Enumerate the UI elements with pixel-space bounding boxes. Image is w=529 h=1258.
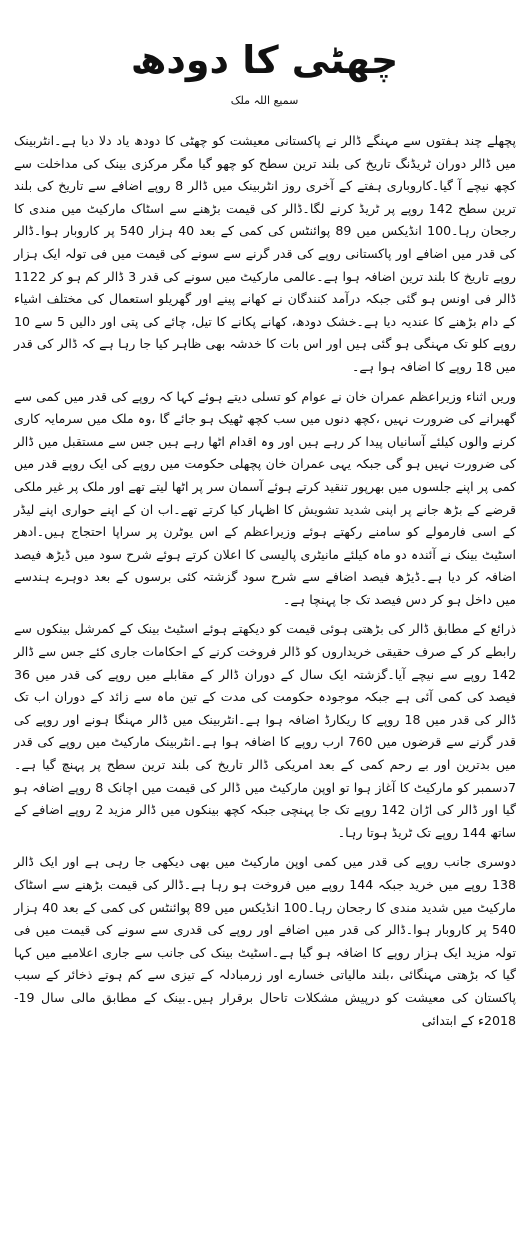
paragraph: ذرائع کے مطابق ڈالر کی بڑھتی ہوئی قیمت کو دیکھتے ہوئے اسٹیٹ بینک کے کمرشل بینکوں سے رابطے کر کے صرف حقیقی خریداروں کو ڈالر فروخت کرنے کے احکامات جاری کئے جس سے ڈالر 142 روپے سے نیچے آیا۔گزشتہ ایک سال کے دوران ڈالر کے مقابلے میں روپے کی قدر میں 36 فیصد کی کمی آئی ہے جبکہ موجودہ حکومت کی مدت کے تین ماہ سے زائد کے دوران اب تک ڈالر کی قدر میں 18 روپے کا ریکارڈ اضافہ ہوا ہے۔انٹربینک میں ڈالر مہنگا ہونے اور روپے کی قدر گرنے سے قرضوں میں 760 ارب روپے کا اضافہ ہوا ہے۔انٹربینک مارکیٹ میں روپے کی قدر میں بدترین اور بے رحم کمی کے بعد امریکی ڈالر تاریخ کی بلند ترین سطح پر پہنچ گیا ہے۔7دسمبر کو مارکیٹ کا آغاز ہوا تو اوپن مارکیٹ میں ڈالر کی قیمت میں اچانک 8 روپے اضافہ ہو گیا اور ڈالر کی اڑان 142 روپے تک جا پہنچی جبکہ کچھ بینکوں میں ڈالر مزید 2 روپے اضافے کے ساتھ 144 روپے تک ٹریڈ ہوتا رہا۔ (14, 621, 516, 840)
article-title: چھٹی کا دودھ (130, 38, 399, 82)
paragraph: دوسری جانب روپے کی قدر میں کمی اوپن مارکیٹ میں بھی دیکھی جا رہی ہے اور ایک ڈالر 138 روپے میں خرید جبکہ 144 روپے میں فروخت ہو رہا ہے۔ڈالر کی قیمت بڑھنے سے اسٹاک مارکیٹ میں شدید مندی کا رجحان رہا۔100 انڈیکس میں 89 پوائنٹس کی کمی کے بعد 40 ہزار 540 پر کاروبار ہوا۔ڈالر کی قدر میں اضافے اور روپے کی قدری سے سونے کی قیمت میں فی تولہ مزید ایک ہزار روپے کا اضافہ ہو گیا ہے۔اسٹیٹ بینک کی جانب سے جاری اعلامیے میں کہا گیا کہ بڑھتی مہنگائی ،بلند مالیاتی خسارے اور زرمبادلہ کے تیزی سے کم ہوتے ذخائر کے سبب پاکستان کی معیشت کو درپیش مشکلات تاحال برقرار ہیں۔بینک کے مطابق مالی سال 19-2018ء کے ابتدائی (14, 854, 516, 1028)
paragraph: پچھلے چند ہفتوں سے مہنگے ڈالر نے پاکستانی معیشت کو چھٹی کا دودھ یاد دلا دیا ہے۔انٹربینک میں ڈالر دوران ٹریڈنگ تاریخ کی بلند ترین سطح کو چھو گیا مگر مرکزی بینک کی مداخلت سے کچھ نیچے آ گیا۔کاروباری ہفتے کے آخری روز انٹربینک میں ڈالر 8 روپے اضافے سے تاریخ کی بلند ترین سطح 142 روپے پر ٹریڈ کرنے لگا۔ڈالر کی قیمت بڑھنے سے اسٹاک مارکیٹ میں مندی کا رجحان رہا۔100 انڈیکس میں 89 پوائنٹس کی کمی کے بعد 40 ہزار 540 پر کاروبار ہوا۔ڈالر کی قدر میں اضافے اور پاکستانی روپے کی قدر گرنے سے سونے کی قیمت میں فی تولہ ایک ہزار روپے تاریخ کا بلند ترین اضافہ ہوا ہے۔عالمی مارکیٹ میں سونے کی قدر 3 ڈالر کم ہو کر 1122 ڈالر فی اونس ہو گئی جبکہ درآمد کنندگان نے کھانے پینے اور گھریلو استعمال کی مختلف اشیاء کے دام بڑھنے کا عندیہ دیا ہے۔خشک دودھ، کھانے پکانے کا تیل، چائے کی پتی اور دالیں 5 سے 10 روپے کلو تک مہنگی ہو گئی ہیں اور اس بات کا خدشہ بھی ظاہر کیا جا رہا ہے کہ ڈالر کی قدر میں 18 روپے کا اضافہ ہوا ہے۔ (14, 133, 516, 374)
paragraph: وریں اثناء وزیراعظم عمران خان نے عوام کو تسلی دیتے ہوئے کہا کہ روپے کی قدر میں کمی سے گھبرانے کی ضرورت نہیں ،کچھ دنوں میں سب کچھ ٹھیک ہو جائے گا ،وہ ملک میں سرمایہ کاری کرنے والوں کیلئے آسانیاں پیدا کر رہے ہیں اور وہ اقدام اٹھا رہے ہیں جس سے مستقبل میں ڈالر کی ضرورت نہیں ہو گی جبکہ یہی عمران خان پچھلی حکومت میں روپے کی ایک روپے قدر میں کمی پر اپنے جلسوں میں بھرپور تنقید کرتے ہوئے آسمان سر پر اٹھا لیتے تھے اور ملک پر غیر ملکی قرضے کے بڑھ جانے پر اپنی شدید تشویش کا اظہار کیا کرتے تھے۔اب ان کے اپنے حواری اپنے لیڈر کے اسی فارمولے کو سامنے رکھتے ہوئے وزیراعظم کے اس یوٹرن پر سراپا احتجاج ہیں۔ادھر اسٹیٹ بینک نے آئندہ دو ماہ کیلئے مانیٹری پالیسی کا اعلان کرتے ہوئے شرح سود میں ڈیڑھ فیصد اضافہ کر دیا ہے۔ڈیڑھ فیصد اضافے سے شرح سود گزشتہ کئی برسوں کے بعد دوہرے ہندسے میں داخل ہو کر دس فیصد تک جا پہنچا ہے۔ (14, 388, 516, 607)
article-body (14, 130, 516, 1032)
author-name: سمیع اللہ ملک (230, 94, 299, 107)
